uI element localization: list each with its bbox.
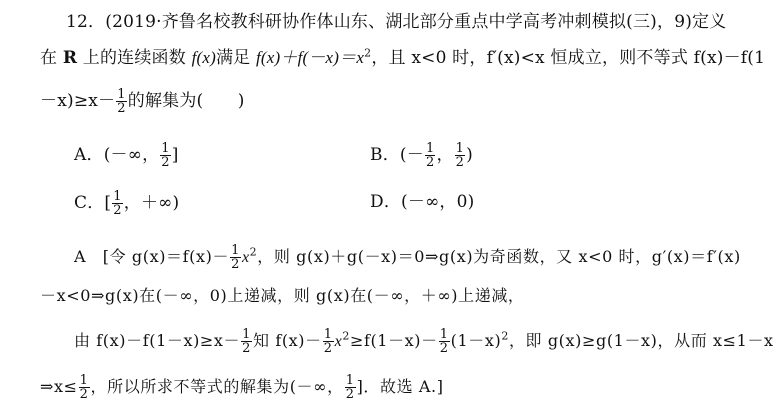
fraction [425,142,435,169]
option-text: (－∞， [103,145,160,165]
fraction [112,190,122,217]
fraction-numerator: 1 [439,327,449,342]
fraction [160,142,170,169]
option-text: ) [466,145,473,165]
fraction-denominator: 2 [455,155,465,170]
fraction-numerator: 1 [231,243,240,258]
option-c[interactable] [74,190,179,217]
answer-text: ]．故选 A.] [356,377,444,396]
real-set-symbol: R [62,48,78,68]
fraction-numerator: 1 [79,373,89,388]
answer-text: ≥f(1－x)－ [349,331,438,350]
answer-line-3 [74,328,774,355]
question-text: 定义 [692,12,727,32]
answer-text: 知 f(x)－ [253,331,322,350]
fraction-denominator: 2 [439,341,449,356]
fraction [455,142,465,169]
fraction [345,374,356,401]
question-line-2 [40,48,765,68]
fraction-numerator: 1 [323,327,333,342]
answer-text: x [334,333,343,350]
option-b[interactable] [370,142,473,169]
fraction-numerator: 1 [455,141,465,156]
fraction-denominator: 2 [113,203,122,218]
option-text: ， [436,145,454,165]
answer-text: (1－x) [450,331,502,350]
fraction [241,328,252,355]
fraction-numerator: 1 [117,87,126,102]
exponent: 2 [249,245,258,259]
fraction [79,374,90,401]
option-a[interactable] [74,142,179,169]
question-text: 上的连续函数 [77,48,192,68]
fraction [116,88,126,115]
fraction-denominator: 2 [79,387,89,402]
fraction-numerator: 1 [345,373,355,388]
question-source: (2019·齐鲁名校教科研协作体山东、湖北部分重点中学高考冲刺模拟(三)，9) [105,12,693,32]
question-text: 的解集为( ) [127,91,245,111]
question-line-1 [66,12,726,32]
answer-text: ，所以所求不等式的解集为(－∞， [90,377,344,396]
answer-text: 由 f(x)－f(1－x)≥x－ [74,331,241,350]
option-text: (－ [399,145,424,165]
fraction-denominator: 2 [323,341,333,356]
fraction-denominator: 2 [242,341,252,356]
fraction-denominator: 2 [161,155,170,170]
option-text: [ [104,193,112,213]
fraction-denominator: 2 [117,101,126,116]
fraction-numerator: 1 [161,141,170,156]
fraction [323,328,334,355]
answer-line-4 [40,374,444,401]
answer-text: A [令 g(x)＝f(x)－ [74,247,230,266]
fraction-numerator: 1 [242,327,252,342]
fraction-denominator: 2 [345,387,355,402]
answer-line-1 [74,244,741,271]
fraction-numerator: 1 [425,141,435,156]
exponent: 2 [342,329,350,343]
question-text: －x)≥x－ [40,91,116,111]
fraction-denominator: 2 [425,155,435,170]
option-text: ] [171,145,179,165]
answer-text: ⇒x≤ [40,377,78,396]
question-text: ，且 x<0 时，f′(x)<x 恒成立，则不等式 f(x)－f(1 [371,48,766,68]
function-fx: f(x) [191,48,216,67]
option-label: A． [74,145,104,165]
answer-text: －x<0⇒g(x)在(－∞，0)上递减，则 g(x)在(－∞，＋∞)上递减， [40,286,525,305]
exponent: 2 [364,46,372,60]
equation: f(x)＋f(－x)＝x [255,48,365,67]
answer-text: ，则 g(x)＋g(－x)＝0⇒g(x)为奇函数，又 x<0 时，g′(x)＝f′(x) [257,247,741,266]
exponent: 2 [501,329,509,343]
fraction-numerator: 1 [113,189,122,204]
fraction [230,244,241,271]
question-line-3 [40,88,245,115]
question-text: 满足 [215,48,256,68]
option-text: (－∞，0) [401,192,475,212]
fraction [439,328,450,355]
option-d[interactable] [370,192,474,212]
question-number: 12． [66,12,106,32]
answer-text: ，即 g(x)≥g(1－x)，从而 x≤1－x [508,331,774,350]
answer-line-2 [40,286,525,306]
option-label: B． [370,145,400,165]
option-label: D． [370,192,402,212]
option-label: C． [74,193,105,213]
fraction-denominator: 2 [231,257,240,272]
option-text: ，＋∞) [123,193,180,213]
answer-text: x [241,249,250,266]
question-text: 在 [40,48,63,68]
